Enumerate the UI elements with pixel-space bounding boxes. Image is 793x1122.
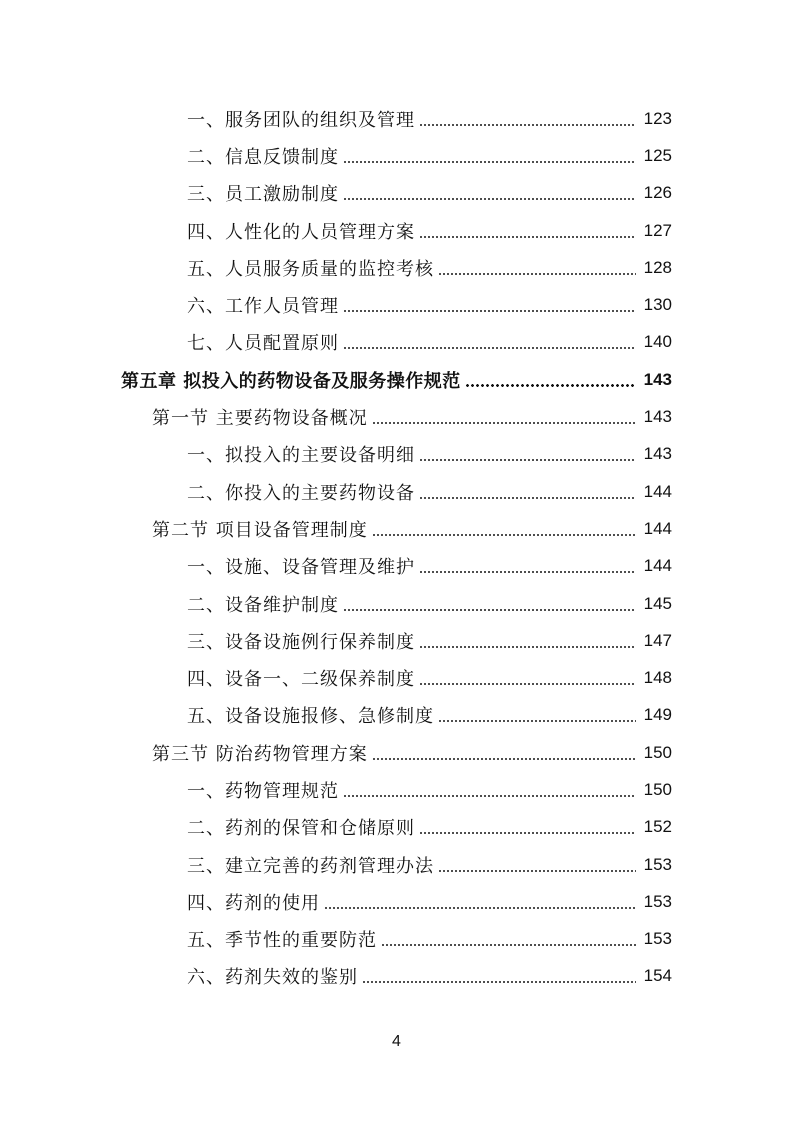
toc-entry-page: 153 — [643, 891, 672, 911]
page-number: 4 — [392, 1033, 401, 1050]
toc-entry-page: 152 — [643, 817, 672, 837]
toc-entry-title: 一、服务团队的组织及管理 — [187, 106, 417, 132]
toc-entry-page: 150 — [643, 779, 672, 799]
toc-entry-title: 三、设备设施例行保养制度 — [187, 628, 417, 654]
toc-dot-leader — [324, 893, 636, 911]
toc-dot-leader — [343, 781, 636, 799]
toc-item-entry[interactable] — [0, 585, 793, 622]
toc-item-entry[interactable] — [0, 473, 793, 510]
toc-entry-page: 123 — [643, 108, 672, 128]
toc-item-entry[interactable] — [0, 846, 793, 883]
toc-dot-leader — [343, 333, 636, 351]
toc-dot-leader — [343, 184, 636, 202]
toc-entry-title: 六、工作人员管理 — [187, 292, 341, 318]
toc-dot-leader — [438, 259, 636, 277]
toc-entry-page: 130 — [643, 295, 672, 315]
toc-entry-page: 148 — [643, 668, 672, 688]
toc-dot-leader — [465, 371, 636, 389]
toc-entry-title: 三、建立完善的药剂管理办法 — [187, 852, 436, 878]
toc-item-entry[interactable] — [0, 697, 793, 734]
toc-item-entry[interactable] — [0, 137, 793, 174]
toc-entry-title: 第三节 防治药物管理方案 — [152, 740, 370, 766]
toc-item-entry[interactable] — [0, 809, 793, 846]
toc-entry-page: 145 — [643, 593, 672, 613]
toc-item-entry[interactable] — [0, 100, 793, 137]
toc-item-entry[interactable] — [0, 659, 793, 696]
toc-dot-leader — [372, 520, 636, 538]
toc-item-entry[interactable] — [0, 622, 793, 659]
toc-item-entry[interactable] — [0, 958, 793, 995]
toc-entry-page: 144 — [643, 556, 672, 576]
toc-dot-leader — [343, 296, 636, 314]
toc-dot-leader — [419, 483, 636, 501]
toc-dot-leader — [372, 408, 636, 426]
toc-dot-leader — [419, 557, 636, 575]
toc-entry-page: 144 — [643, 481, 672, 501]
toc-entry-title: 二、信息反馈制度 — [187, 143, 341, 169]
toc-entry-title: 一、拟投入的主要设备明细 — [187, 441, 417, 467]
toc-item-entry[interactable] — [0, 324, 793, 361]
toc-entry-title: 五、人员服务质量的监控考核 — [187, 255, 436, 281]
toc-entry-page: 147 — [643, 630, 672, 650]
toc-entry-title: 四、设备一、二级保养制度 — [187, 665, 417, 691]
toc-entry-title: 四、人性化的人员管理方案 — [187, 218, 417, 244]
toc-item-entry[interactable] — [0, 175, 793, 212]
toc-entry-title: 七、人员配置原则 — [187, 329, 341, 355]
toc-entry-page: 127 — [643, 220, 672, 240]
toc-entry-title: 三、员工激励制度 — [187, 180, 341, 206]
toc-entry-page: 150 — [643, 742, 672, 762]
toc-entry-page: 144 — [643, 518, 672, 538]
toc-entry-title: 一、药物管理规范 — [187, 777, 341, 803]
toc-item-entry[interactable] — [0, 921, 793, 958]
toc-entry-page: 149 — [643, 705, 672, 725]
toc-entry-page: 143 — [643, 369, 672, 389]
toc-item-entry[interactable] — [0, 883, 793, 920]
table-of-contents — [0, 100, 793, 995]
toc-dot-leader — [381, 930, 636, 948]
toc-entry-title: 二、你投入的主要药物设备 — [187, 479, 417, 505]
toc-entry-page: 143 — [643, 444, 672, 464]
toc-dot-leader — [419, 222, 636, 240]
toc-entry-page: 126 — [643, 183, 672, 203]
toc-entry-title: 五、季节性的重要防范 — [187, 926, 379, 952]
toc-section-entry[interactable] — [0, 510, 793, 547]
toc-item-entry[interactable] — [0, 286, 793, 323]
toc-section-entry[interactable] — [0, 398, 793, 435]
toc-dot-leader — [419, 110, 636, 128]
toc-dot-leader — [419, 669, 636, 687]
toc-entry-page: 153 — [643, 854, 672, 874]
toc-item-entry[interactable] — [0, 548, 793, 585]
toc-entry-title: 二、药剂的保管和仓储原则 — [187, 814, 417, 840]
toc-item-entry[interactable] — [0, 771, 793, 808]
toc-entry-title: 五、设备设施报修、急修制度 — [187, 702, 436, 728]
toc-dot-leader — [343, 595, 636, 613]
toc-entry-title: 第一节 主要药物设备概况 — [152, 404, 370, 430]
toc-entry-title: 二、设备维护制度 — [187, 591, 341, 617]
toc-dot-leader — [362, 967, 636, 985]
toc-dot-leader — [438, 856, 636, 874]
toc-entry-page: 153 — [643, 929, 672, 949]
toc-section-entry[interactable] — [0, 734, 793, 771]
toc-entry-page: 143 — [643, 407, 672, 427]
toc-entry-title: 第二节 项目设备管理制度 — [152, 516, 370, 542]
toc-entry-title: 四、药剂的使用 — [187, 889, 322, 915]
toc-entry-page: 128 — [643, 257, 672, 277]
toc-item-entry[interactable] — [0, 212, 793, 249]
toc-entry-title: 第五章 拟投入的药物设备及服务操作规范 — [121, 367, 463, 393]
toc-item-entry[interactable] — [0, 436, 793, 473]
toc-entry-page: 125 — [643, 145, 672, 165]
toc-entry-title: 六、药剂失效的鉴别 — [187, 963, 360, 989]
toc-dot-leader — [343, 147, 636, 165]
toc-dot-leader — [372, 744, 636, 762]
toc-dot-leader — [419, 445, 636, 463]
toc-entry-page: 154 — [643, 966, 672, 986]
toc-entry-page: 140 — [643, 332, 672, 352]
toc-dot-leader — [419, 818, 636, 836]
toc-chapter-entry[interactable] — [0, 361, 793, 398]
toc-dot-leader — [419, 632, 636, 650]
toc-dot-leader — [438, 706, 636, 724]
toc-entry-title: 一、设施、设备管理及维护 — [187, 553, 417, 579]
toc-item-entry[interactable] — [0, 249, 793, 286]
